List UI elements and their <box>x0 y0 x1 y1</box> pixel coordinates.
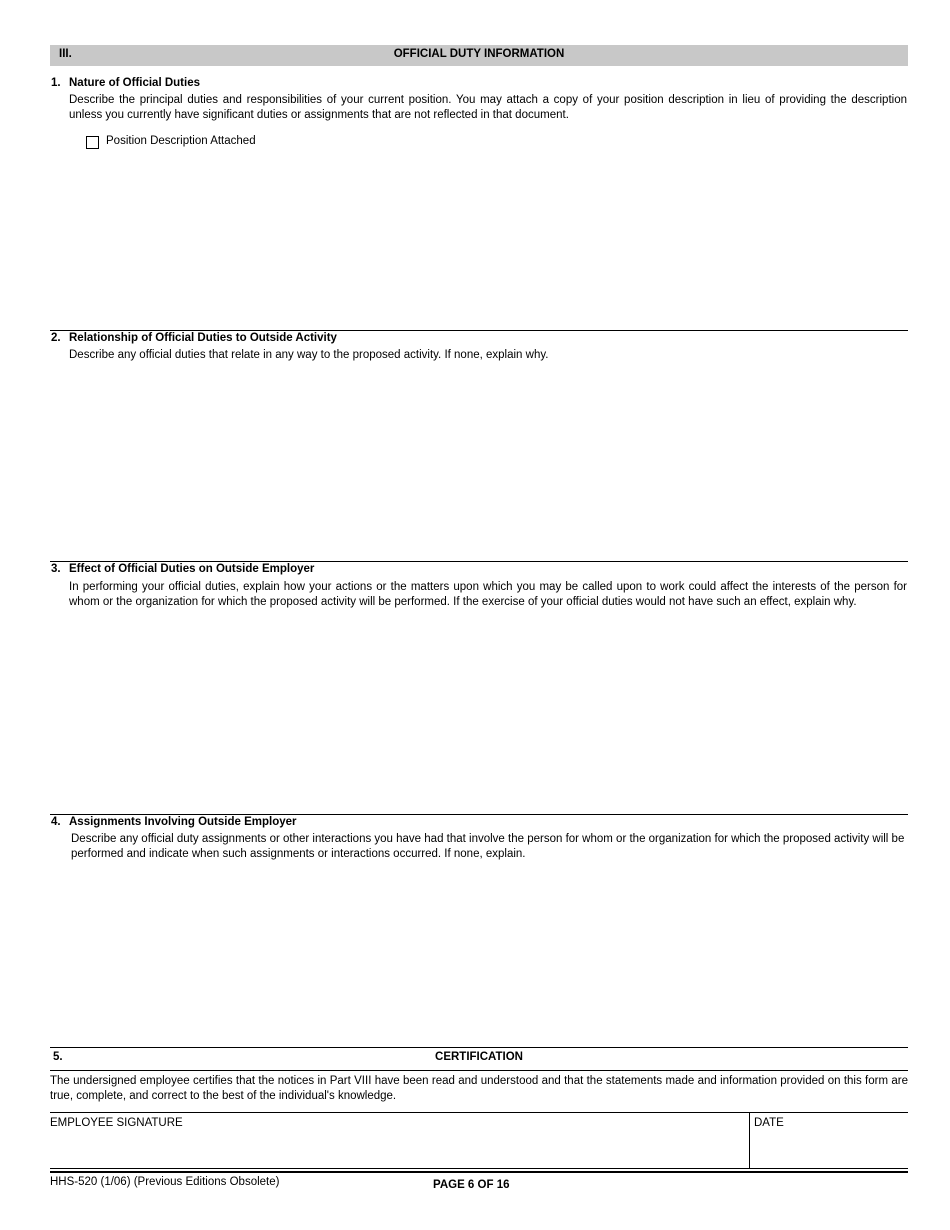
position-description-checkbox[interactable] <box>86 136 99 149</box>
date-label: DATE <box>754 1117 784 1129</box>
signature-date-divider <box>749 1112 750 1168</box>
q2-answer-area[interactable] <box>50 368 908 558</box>
certification-number: 5. <box>53 1051 63 1063</box>
footer-rule <box>50 1171 908 1173</box>
date-field[interactable] <box>752 1132 906 1166</box>
q4-title: Assignments Involving Outside Employer <box>69 816 297 828</box>
q1-number: 1. <box>51 77 61 89</box>
q3-answer-area[interactable] <box>50 630 908 810</box>
divider <box>50 1112 908 1113</box>
section-number: III. <box>59 48 72 60</box>
q3-description: In performing your official duties, explain how your actions or the matters upon which you may be called upon to work could affect the interests of the person for whom or the organization for which the proposed activity will be performed. If the exercise of your official duties would not have such an effect, explain why. <box>69 581 907 608</box>
q4-answer-area[interactable] <box>50 868 908 1043</box>
section-header <box>50 45 908 66</box>
divider <box>50 814 908 815</box>
divider <box>50 1168 908 1169</box>
q1-title: Nature of Official Duties <box>69 77 200 89</box>
divider <box>50 561 908 562</box>
q4-number: 4. <box>51 816 61 828</box>
divider <box>50 330 908 331</box>
q3-title: Effect of Official Duties on Outside Employer <box>69 563 315 575</box>
q1-description: Describe the principal duties and responsibilities of your current position. You may attach a copy of your position description in lieu of providing the description unless you currently have significant duties or assignments that are not reflected in that document. <box>69 94 907 121</box>
q2-title: Relationship of Official Duties to Outside Activity <box>69 332 337 344</box>
page-number: PAGE 6 OF 16 <box>433 1179 510 1191</box>
q2-description: Describe any official duties that relate in any way to the proposed activity. If none, explain why. <box>69 349 549 361</box>
q1-answer-area[interactable] <box>50 158 908 328</box>
employee-signature-label: EMPLOYEE SIGNATURE <box>50 1117 183 1129</box>
form-id: HHS-520 (1/06) (Previous Editions Obsolete) <box>50 1176 280 1188</box>
certification-title: CERTIFICATION <box>435 1051 523 1063</box>
q4-description: Describe any official duty assignments or other interactions you have had that involve the person for whom or the organization for which the proposed activity will be performed and indicate when such assignments or interactions occurred. If none, explain. <box>71 833 905 860</box>
divider <box>50 1047 908 1048</box>
q2-number: 2. <box>51 332 61 344</box>
position-description-label: Position Description Attached <box>106 135 256 147</box>
employee-signature-field[interactable] <box>50 1132 748 1166</box>
q3-number: 3. <box>51 563 61 575</box>
divider <box>50 1070 908 1071</box>
section-title: OFFICIAL DUTY INFORMATION <box>393 48 565 60</box>
certification-text: The undersigned employee certifies that the notices in Part VIII have been read and understood and that the statements made and information provided on this form are true, complete, and correct to the best of the individual's knowledge. <box>50 1075 908 1102</box>
